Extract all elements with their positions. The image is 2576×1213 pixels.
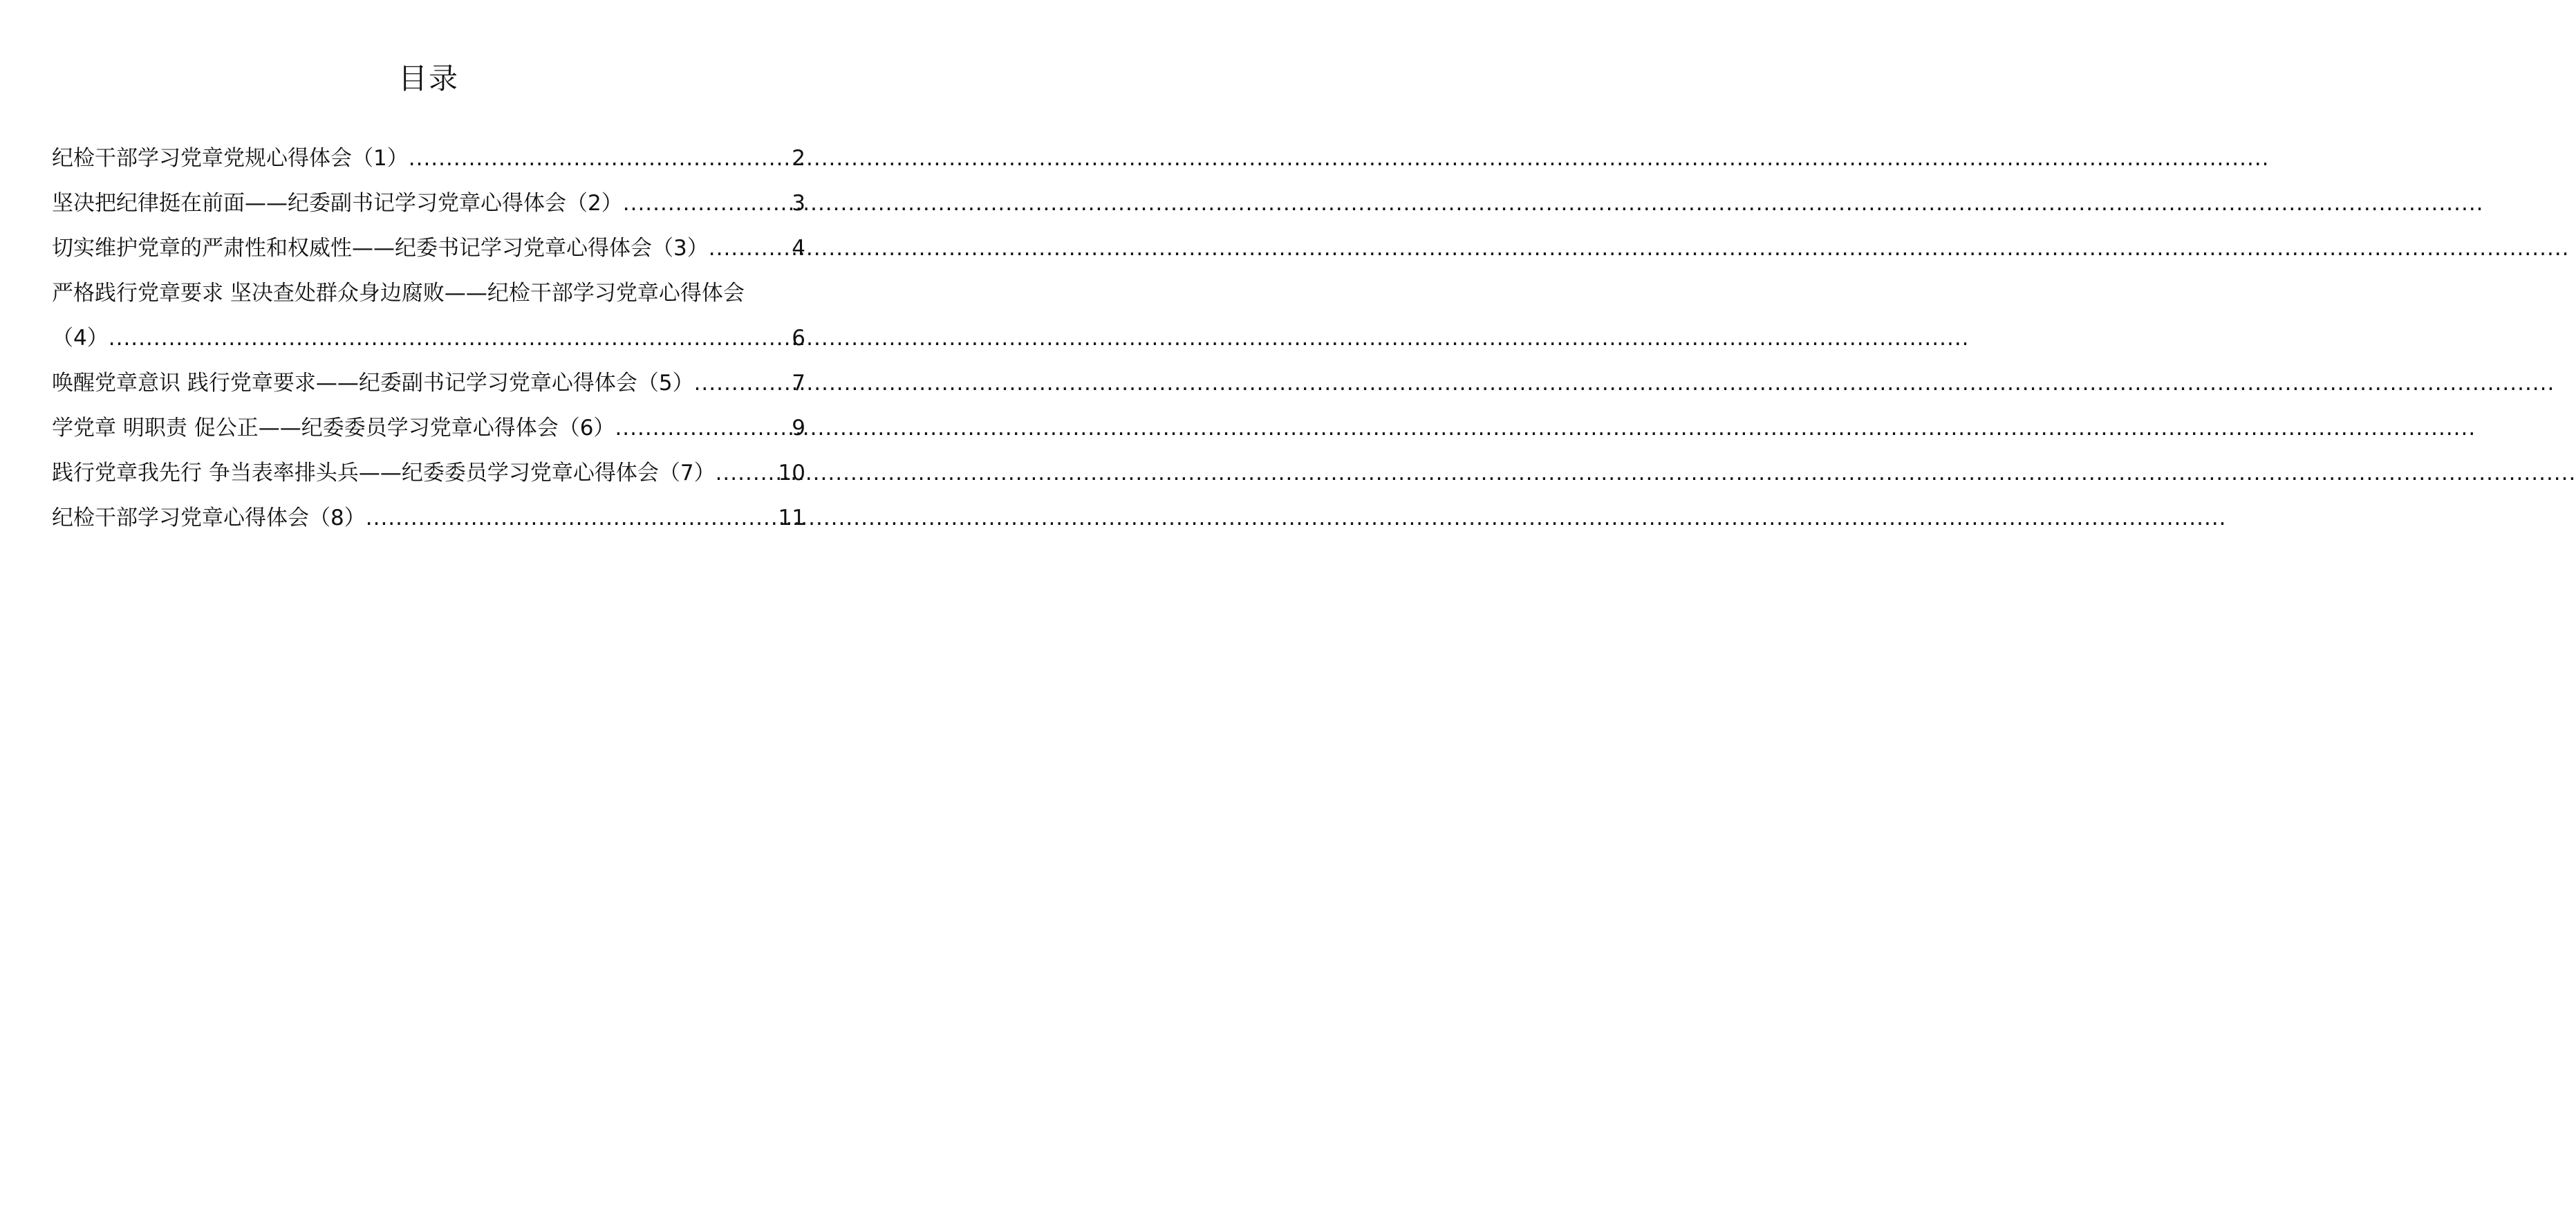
toc-entry-6[interactable] (52, 406, 805, 451)
toc-dot-leader (709, 226, 792, 271)
toc-page-number: 6 (792, 326, 805, 351)
toc-entry-title: 唤醒党章意识 践行党章要求——纪委副书记学习党章心得体会（5） (52, 371, 694, 396)
toc-dot-leader (623, 181, 792, 226)
toc-entry-7[interactable] (52, 451, 805, 496)
toc-dot-leader (109, 316, 792, 361)
toc-entry-8[interactable] (52, 496, 805, 541)
toc-entry-title: 坚决把纪律挺在前面——纪委副书记学习党章心得体会（2） (52, 191, 623, 216)
toc-page-number: 10 (778, 461, 805, 485)
toc-page-number: 3 (792, 191, 805, 216)
toc-page-number: 9 (792, 416, 805, 441)
toc-line (52, 181, 805, 226)
toc-entry-title: 学党章 明职责 促公正——纪委委员学习党章心得体会（6） (52, 416, 615, 441)
toc-entry-5[interactable] (52, 361, 805, 406)
toc-entry-2[interactable] (52, 181, 805, 226)
toc-line (52, 496, 805, 541)
toc-page-number: 2 (792, 146, 805, 171)
toc-line (52, 226, 805, 271)
toc-entry-title: 纪检干部学习党章党规心得体会（1） (52, 146, 409, 171)
toc-line (52, 136, 805, 181)
toc-page-number: 4 (792, 236, 805, 261)
toc-dot-leader (409, 136, 792, 181)
document-page (0, 0, 857, 1213)
toc-entry-title-line1: 严格践行党章要求 坚决查处群众身边腐败——纪检干部学习党章心得体会 (52, 281, 745, 306)
toc-dot-leader (694, 361, 792, 406)
toc-line (52, 316, 805, 361)
toc-entry-title: 纪检干部学习党章心得体会（8） (52, 506, 366, 530)
toc-page-number: 11 (778, 506, 805, 530)
toc-entry-1[interactable] (52, 136, 805, 181)
toc-line (52, 406, 805, 451)
toc-entry-3[interactable] (52, 226, 805, 271)
toc-entry-title: （4） (52, 326, 109, 351)
toc-entry-title: 切实维护党章的严肃性和权威性——纪委书记学习党章心得体会（3） (52, 236, 709, 261)
toc-dot-leader (716, 451, 778, 496)
table-of-contents (52, 136, 805, 541)
toc-entry-4[interactable] (52, 271, 805, 361)
toc-title: 目录 (398, 62, 459, 95)
toc-line (52, 451, 805, 496)
toc-entry-title: 践行党章我先行 争当表率排头兵——纪委委员学习党章心得体会（7） (52, 461, 716, 485)
toc-page-number: 7 (792, 371, 805, 396)
toc-dot-leader (615, 406, 792, 451)
toc-dot-leader (366, 496, 778, 541)
toc-line (52, 361, 805, 406)
